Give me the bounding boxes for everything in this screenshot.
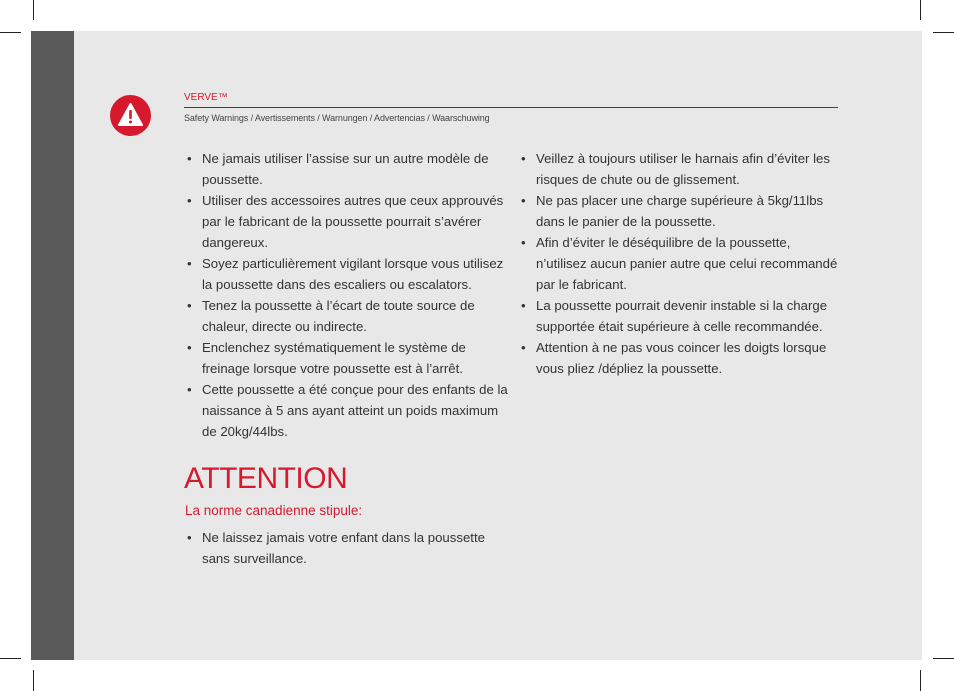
page-spine (31, 31, 74, 660)
crop-mark (933, 658, 954, 659)
list-item: • Afin d’éviter le déséquilibre de la poussette, n’utilisez aucun panier autre que celui recommandé par le fabricant. (520, 232, 838, 295)
crop-mark (0, 658, 21, 659)
list-item: • Ne laissez jamais votre enfant dans la poussette sans surveillance. (186, 527, 486, 569)
brand-name: VERVE™ (184, 92, 228, 103)
bullet-icon: • (521, 193, 526, 208)
attention-heading: ATTENTION (184, 462, 348, 495)
crop-mark (33, 0, 34, 20)
bullet-icon: • (521, 298, 526, 313)
bullet-icon: • (187, 298, 192, 313)
crop-mark (920, 0, 921, 20)
list-item: • Cette poussette a été conçue pour des enfants de la naissance à 5 ans ayant atteint un poids maximum de 20kg/44lbs. (186, 379, 508, 442)
right-warning-list (520, 148, 838, 379)
list-item: • Soyez particulièrement vigilant lorsque vous utilisez la poussette dans des escaliers ou escalators. (186, 253, 508, 295)
canadian-standard-subtitle: La norme canadienne stipule: (185, 503, 363, 518)
list-item: • Tenez la poussette à l’écart de toute source de chaleur, directe ou indirecte. (186, 295, 508, 337)
list-item: • Ne jamais utiliser l’assise sur un autre modèle de poussette. (186, 148, 508, 190)
canadian-warning-list (186, 527, 486, 569)
crop-mark (0, 32, 21, 33)
list-item: • Utiliser des accessoires autres que ceux approuvés par le fabricant de la poussette pourrait s’avérer dangereux. (186, 190, 508, 253)
bullet-icon: • (187, 340, 192, 355)
bullet-icon: • (521, 235, 526, 250)
list-item: • Enclenchez systématiquement le système de freinage lorsque votre poussette est à l’arrêt. (186, 337, 508, 379)
header-subtitle: Safety Warnings / Avertissements / Warnungen / Advertencias / Waarschuwing (184, 113, 490, 123)
list-item: • Ne pas placer une charge supérieure à 5kg/11lbs dans le panier de la poussette. (520, 190, 838, 232)
list-item: • Veillez à toujours utiliser le harnais afin d’éviter les risques de chute ou de glissement. (520, 148, 838, 190)
left-warning-list (186, 148, 508, 442)
list-item: • Attention à ne pas vous coincer les doigts lorsque vous pliez /dépliez la poussette. (520, 337, 838, 379)
bullet-icon: • (521, 151, 526, 166)
bullet-icon: • (187, 151, 192, 166)
crop-mark (933, 32, 954, 33)
crop-mark (33, 670, 34, 691)
bullet-icon: • (521, 340, 526, 355)
bullet-icon: • (187, 256, 192, 271)
bullet-icon: • (187, 530, 192, 545)
bullet-icon: • (187, 193, 192, 208)
header-rule (184, 107, 838, 108)
warning-triangle-icon (110, 95, 151, 136)
bullet-icon: • (187, 382, 192, 397)
crop-mark (920, 670, 921, 691)
list-item: • La poussette pourrait devenir instable si la charge supportée était supérieure à celle recommandée. (520, 295, 838, 337)
